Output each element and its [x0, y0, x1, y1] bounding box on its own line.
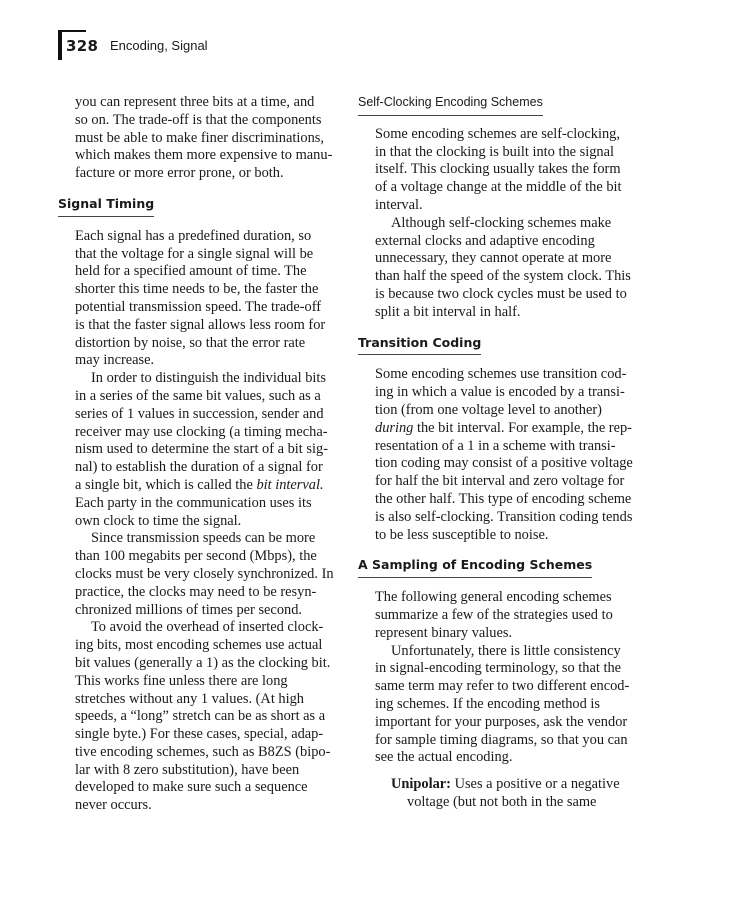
sampling-paragraph-1: The following general encoding schemes summarize a few of the strategies used to represent binary values.: [375, 589, 613, 641]
unipolar-term: Unipolar:: [391, 776, 451, 793]
unipolar-entry: Unipolar: Uses a positive or a negative voltage (but not both in the same: [391, 776, 620, 810]
signal-timing-paragraph-1: Each signal has a predefined duration, so that the voltage for a single signal will be held for a specified amount of time. The shorter this time needs to be, the faster the potential transmission speed. The trade-off is that the faster signal allows less room for distortion by noise, so that the error rate may increase.: [75, 227, 326, 369]
sampling-heading: A Sampling of Encoding Schemes: [358, 556, 592, 578]
signal-timing-paragraph-2: In order to distinguish the individual bits in a series of the same bit values, such as a series of 1 values in succession, sender and receiver may use clocking (a timing mecha- nism used to determine the start of a bit sig- nal) to establish the duration of a signal for a single bit, which is called the bit interval. Each party in the communication uses its own clock to time the signal.: [75, 370, 328, 529]
right-column: [358, 94, 640, 812]
left-column: [58, 94, 340, 815]
page-header: [58, 30, 718, 60]
page-number: 328: [66, 37, 99, 55]
self-clocking-paragraph-2: Although self-clocking schemes make external clocks and adaptive encoding unnecessary, they cannot operate at more than half the speed of the system clock. This is because two clock cycles must be used to split a bit interval in half.: [375, 214, 631, 320]
intro-paragraph: you can represent three bits at a time, and so on. The trade-off is that the components must be able to make finer discriminations, which makes them more expensive to manu- facture or more error prone, or both.: [75, 94, 333, 182]
signal-timing-heading: Signal Timing: [58, 195, 154, 217]
signal-timing-paragraph-3: Since transmission speeds can be more than 100 megabits per second (Mbps), the clocks must be very closely synchronized. In practice, the clocks may need to be resyn- chronized millions of times per second.: [75, 530, 334, 618]
bit-interval-term: bit interval.: [256, 476, 324, 493]
header-bar: [58, 30, 62, 60]
signal-timing-paragraph-4: To avoid the overhead of inserted clock- ing bits, most encoding schemes use actual bit values (generally a 1) as the clocking bit. This works fine unless there are long stretches without any 1 values. (At high speeds, a “long” stretch can be as short as a single byte.) For these cases, special, adap- tive encoding schemes, such as B8ZS (bipo- lar with 8 zero substitution), have been developed to make sure such a sequence never occurs.: [75, 619, 331, 814]
header-rule: [58, 30, 86, 32]
chapter-title: Encoding, Signal: [110, 38, 208, 53]
transition-coding-heading: Transition Coding: [358, 334, 481, 356]
self-clocking-paragraph-1: Some encoding schemes are self-clocking, in that the clocking is built into the signal itself. This clocking usually takes the form of a voltage change at the middle of the bit interval.: [375, 125, 622, 213]
sampling-paragraph-2: Unfortunately, there is little consistency in signal-encoding terminology, so that the same term may refer to two different encod- ing schemes. If the encoding method is important for your purposes, ask the vendor for sample timing diagrams, so that you can see the actual encoding.: [375, 642, 630, 766]
self-clocking-heading: Self-Clocking Encoding Schemes: [358, 94, 543, 116]
during-term: during: [375, 419, 414, 436]
transition-coding-paragraph: Some encoding schemes use transition cod- ing in which a value is encoded by a transi- tion (from one voltage level to another) during the bit interval. For example, the rep- resentation of a 1 in a scheme with transi- tion coding may consist of a positive voltage for half the bit interval and zero voltage for the other half. This type of encoding scheme is also self-clocking. Transition coding tends to be less susceptible to noise.: [375, 366, 633, 543]
